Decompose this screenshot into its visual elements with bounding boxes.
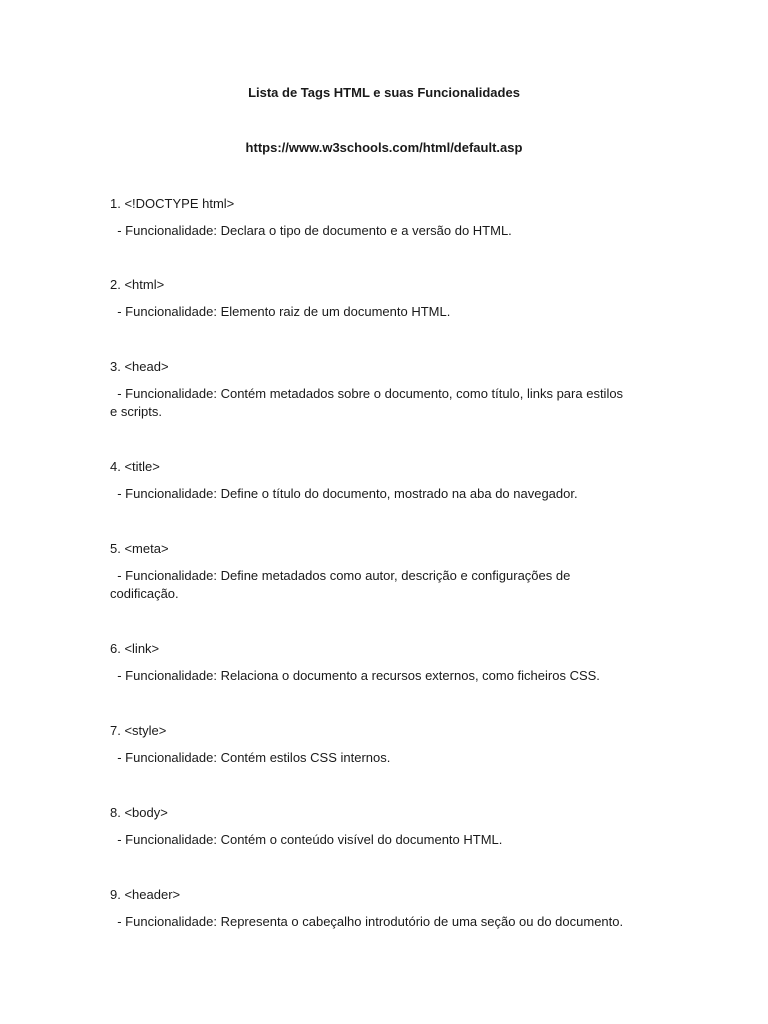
tag-entry-description: - Funcionalidade: Define o título do documento, mostrado na aba do navegador.: [110, 486, 578, 501]
tag-entry-heading: 3. <head>: [110, 359, 169, 374]
tag-entry: [110, 540, 670, 603]
tag-entry-heading: 6. <link>: [110, 641, 160, 656]
tag-entry-description: - Funcionalidade: Contém o conteúdo visível do documento HTML.: [110, 832, 503, 847]
tag-entry-description: - Funcionalidade: Relaciona o documento a recursos externos, como ficheiros CSS.: [110, 668, 600, 683]
tag-entry-description: - Funcionalidade: Define metadados como autor, descrição e configurações de codificação.: [110, 568, 571, 601]
tag-entry-heading: 1. <!DOCTYPE html>: [110, 196, 235, 211]
tag-entry-heading: 2. <html>: [110, 277, 165, 292]
document-title: Lista de Tags HTML e suas Funcionalidades: [248, 85, 520, 100]
tag-entry: [110, 722, 670, 767]
tag-entry-heading: 7. <style>: [110, 723, 167, 738]
tag-entry: [110, 458, 670, 503]
tag-entry-description: - Funcionalidade: Representa o cabeçalho introdutório de uma seção ou do documento.: [110, 914, 624, 929]
tag-entry-description: - Funcionalidade: Contém estilos CSS internos.: [110, 750, 391, 765]
tag-entry: [110, 195, 670, 240]
tag-entry-heading: 4. <title>: [110, 459, 160, 474]
tag-entry: [110, 886, 670, 931]
tag-entry-heading: 5. <meta>: [110, 541, 169, 556]
tag-entry-description: - Funcionalidade: Contém metadados sobre o documento, como título, links para estilos e scripts.: [110, 386, 624, 419]
tag-entry-heading: 8. <body>: [110, 805, 168, 820]
tag-entry-description: - Funcionalidade: Elemento raiz de um documento HTML.: [110, 304, 451, 319]
tag-entry-description: - Funcionalidade: Declara o tipo de documento e a versão do HTML.: [110, 223, 512, 238]
tag-entry: [110, 276, 670, 321]
tag-entry: [110, 358, 670, 421]
reference-url: https://www.w3schools.com/html/default.asp: [245, 140, 523, 155]
tag-entry: [110, 640, 670, 685]
tag-entry: [110, 804, 670, 849]
tag-entry-heading: 9. <header>: [110, 887, 181, 902]
